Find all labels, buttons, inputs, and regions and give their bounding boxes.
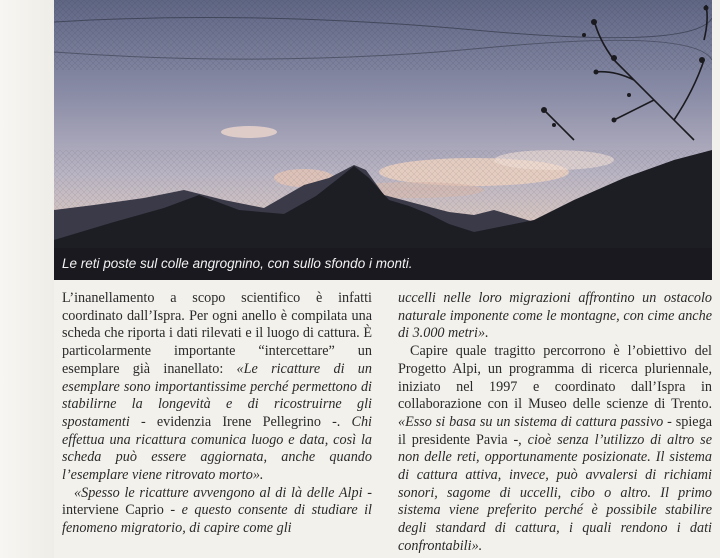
text-run: Capire quale tragitto percorrono è l’obiettivo del Progetto Alpi, un programma di ricerca pluriennale, iniziato nel 1997 e coordinato dall’Ispra in collaborazione con il Museo delle scienze di Trento.	[398, 343, 712, 413]
paragraph	[62, 290, 372, 485]
italic-text-run: «Le ricatture di un esemplare sono importantissime perché permettono di stabilirne la longevità e di ricostruirne gli spostamenti	[62, 360, 372, 430]
photo-caption: Le reti poste sul colle angrognino, con sullo sfondo i monti.	[62, 256, 413, 271]
paragraph	[398, 290, 712, 343]
italic-text-run: «Esso si basa su un sistema di cattura passivo	[398, 413, 664, 430]
left-text-column	[62, 290, 372, 538]
landscape-photo	[54, 0, 712, 280]
text-run: - spiega il presidente Pavia -,	[398, 413, 712, 448]
text-run: L’inanellamento a scopo scientifico è infatti coordinato dall’Ispra. Per ogni anello è compilata una scheda che riporta i dati rilevati e il luogo di cattura. È particolarmente importante “intercettare” un esemplare già inanellato:	[62, 290, 372, 377]
paragraph	[398, 343, 712, 555]
paragraph	[62, 485, 372, 538]
right-text-column	[398, 290, 712, 556]
mountain-net-image	[54, 0, 712, 280]
text-run: - interviene Caprio -	[62, 484, 372, 519]
italic-text-run: uccelli nelle loro migrazioni affrontino un ostacolo naturale imponente come le montagne, con cime anche di 3.000 metri».	[398, 290, 712, 342]
page-margin	[0, 0, 54, 558]
italic-text-run: «Spesso le ricatture avvengono al di là delle Alpi	[74, 484, 363, 501]
italic-text-run: cioè senza l’utilizzo di altro se non delle reti, opportunamente posizionate. Il sistema di cattura attiva, invece, può avvalersi di richiami sonori, sagome di uccelli, cibo o altro. Il primo sistema viene preferito perché è possibile stabilire degli standard di cattura, i quali rendono i dati confrontabili».	[398, 431, 712, 554]
italic-text-run: Chi effettua una ricattura comunica luogo e data, così la scheda può essere aggiornata, anche quando l’esemplare viene ritrovato morto».	[62, 413, 372, 484]
text-run: - evidenzia Irene Pellegrino -.	[129, 413, 352, 430]
italic-text-run: e questo consente di studiare il fenomeno migratorio, di capire come gli	[62, 502, 373, 537]
